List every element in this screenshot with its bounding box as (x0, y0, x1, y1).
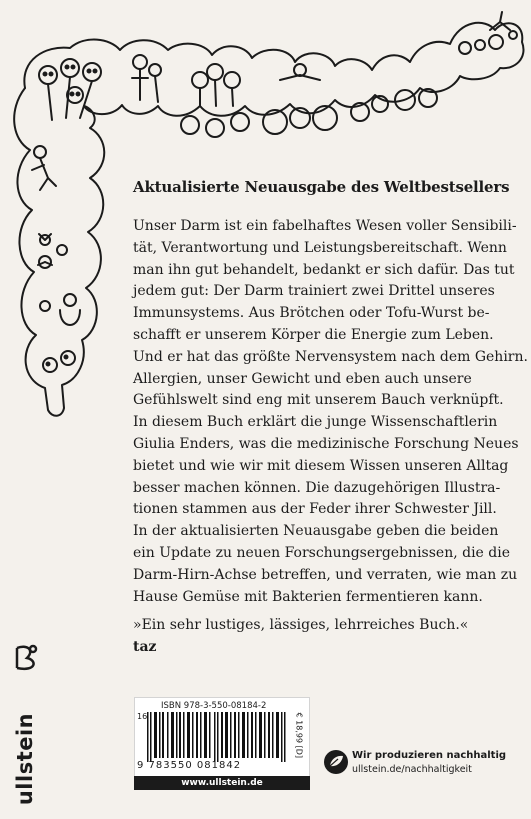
blurb-text (133, 216, 528, 608)
blurb-line: man ihn gut behandelt, bedankt er sich dafür. Das tut (133, 261, 515, 278)
blurb-line: besser machen können. Die dazugehörigen Illustra- (133, 479, 501, 496)
leaf-globe-icon (323, 749, 349, 775)
blurb-line: schafft er unserem Körper die Energie zum Leben. (133, 326, 494, 343)
barcode-box (134, 697, 310, 777)
blurb-line: ein Update zu neuen Forschungsergebnissen, die die (133, 544, 511, 561)
blurb-line: Unser Darm ist ein fabelhaftes Wesen voller Sensibili- (133, 218, 517, 234)
blurb-line: In der aktualisierten Neuausgabe geben die beiden (133, 523, 499, 540)
blurb-line: Hause Gemüse mit Bakterien fermentieren kann. (133, 588, 483, 605)
press-quote: »Ein sehr lustiges, lässiges, lehrreiches Buch.« (133, 617, 469, 633)
isbn: ISBN 978-3-550-08184-2 (161, 701, 267, 711)
blurb-line: bietet und wie wir mit diesem Wissen unseren Alltag (133, 457, 509, 474)
blurb-line: Und er hat das größte Nervensystem nach dem Gehirn. (133, 348, 528, 365)
blurb-line: Giulia Enders, was die medizinische Forschung Neues (133, 435, 519, 452)
blurb-line: jedem gut: Der Darm trainiert zwei Drittel unseres (133, 283, 495, 300)
press-quote-source: taz (133, 639, 157, 655)
blurb-line: tionen stammen aus der Feder ihrer Schwester Jill. (133, 501, 497, 518)
villi-figures (132, 55, 437, 137)
price: € 18,99 [D] (294, 712, 304, 758)
top-right-figures (459, 12, 517, 54)
sustainability-line1: Wir produzieren nachhaltig (352, 750, 507, 761)
publisher-owl-icon (13, 640, 43, 676)
publisher-logo (13, 640, 39, 806)
barcode-code: 16 (137, 712, 148, 721)
blurb-line: Darm-Hirn-Achse betreffen, und verraten, wie man zu (133, 566, 518, 583)
intestine-top-outline (24, 23, 523, 116)
barcode-bars (147, 712, 287, 762)
sustainability-link[interactable]: ullstein.de/nachhaltigkeit (352, 764, 472, 775)
intestine-left-outline (14, 88, 104, 416)
blurb-line: Allergien, unser Gewicht und eben auch unsere (133, 370, 472, 387)
publisher-website[interactable]: www.ullstein.de (134, 776, 310, 790)
blurb-line: In diesem Buch erklärt die junge Wissenschaftlerin (133, 414, 498, 431)
publisher-name: ullstein (13, 712, 37, 806)
left-column-figures (32, 146, 80, 372)
blurb-line: Immunsystems. Aus Brötchen oder Tofu-Wurst be- (133, 305, 490, 322)
blurb-line: Gefühlswelt sind eng mit unserem Bauch verknüpft. (133, 392, 504, 409)
sustainability-badge (323, 747, 513, 779)
barcode-digits: 9 783550 081842 (137, 760, 242, 771)
back-cover-heading: Aktualisierte Neuausgabe des Weltbestsellers (133, 178, 510, 196)
blurb-line: tät, Verantwortung und Leistungsbereitschaft. Wenn (133, 239, 507, 256)
